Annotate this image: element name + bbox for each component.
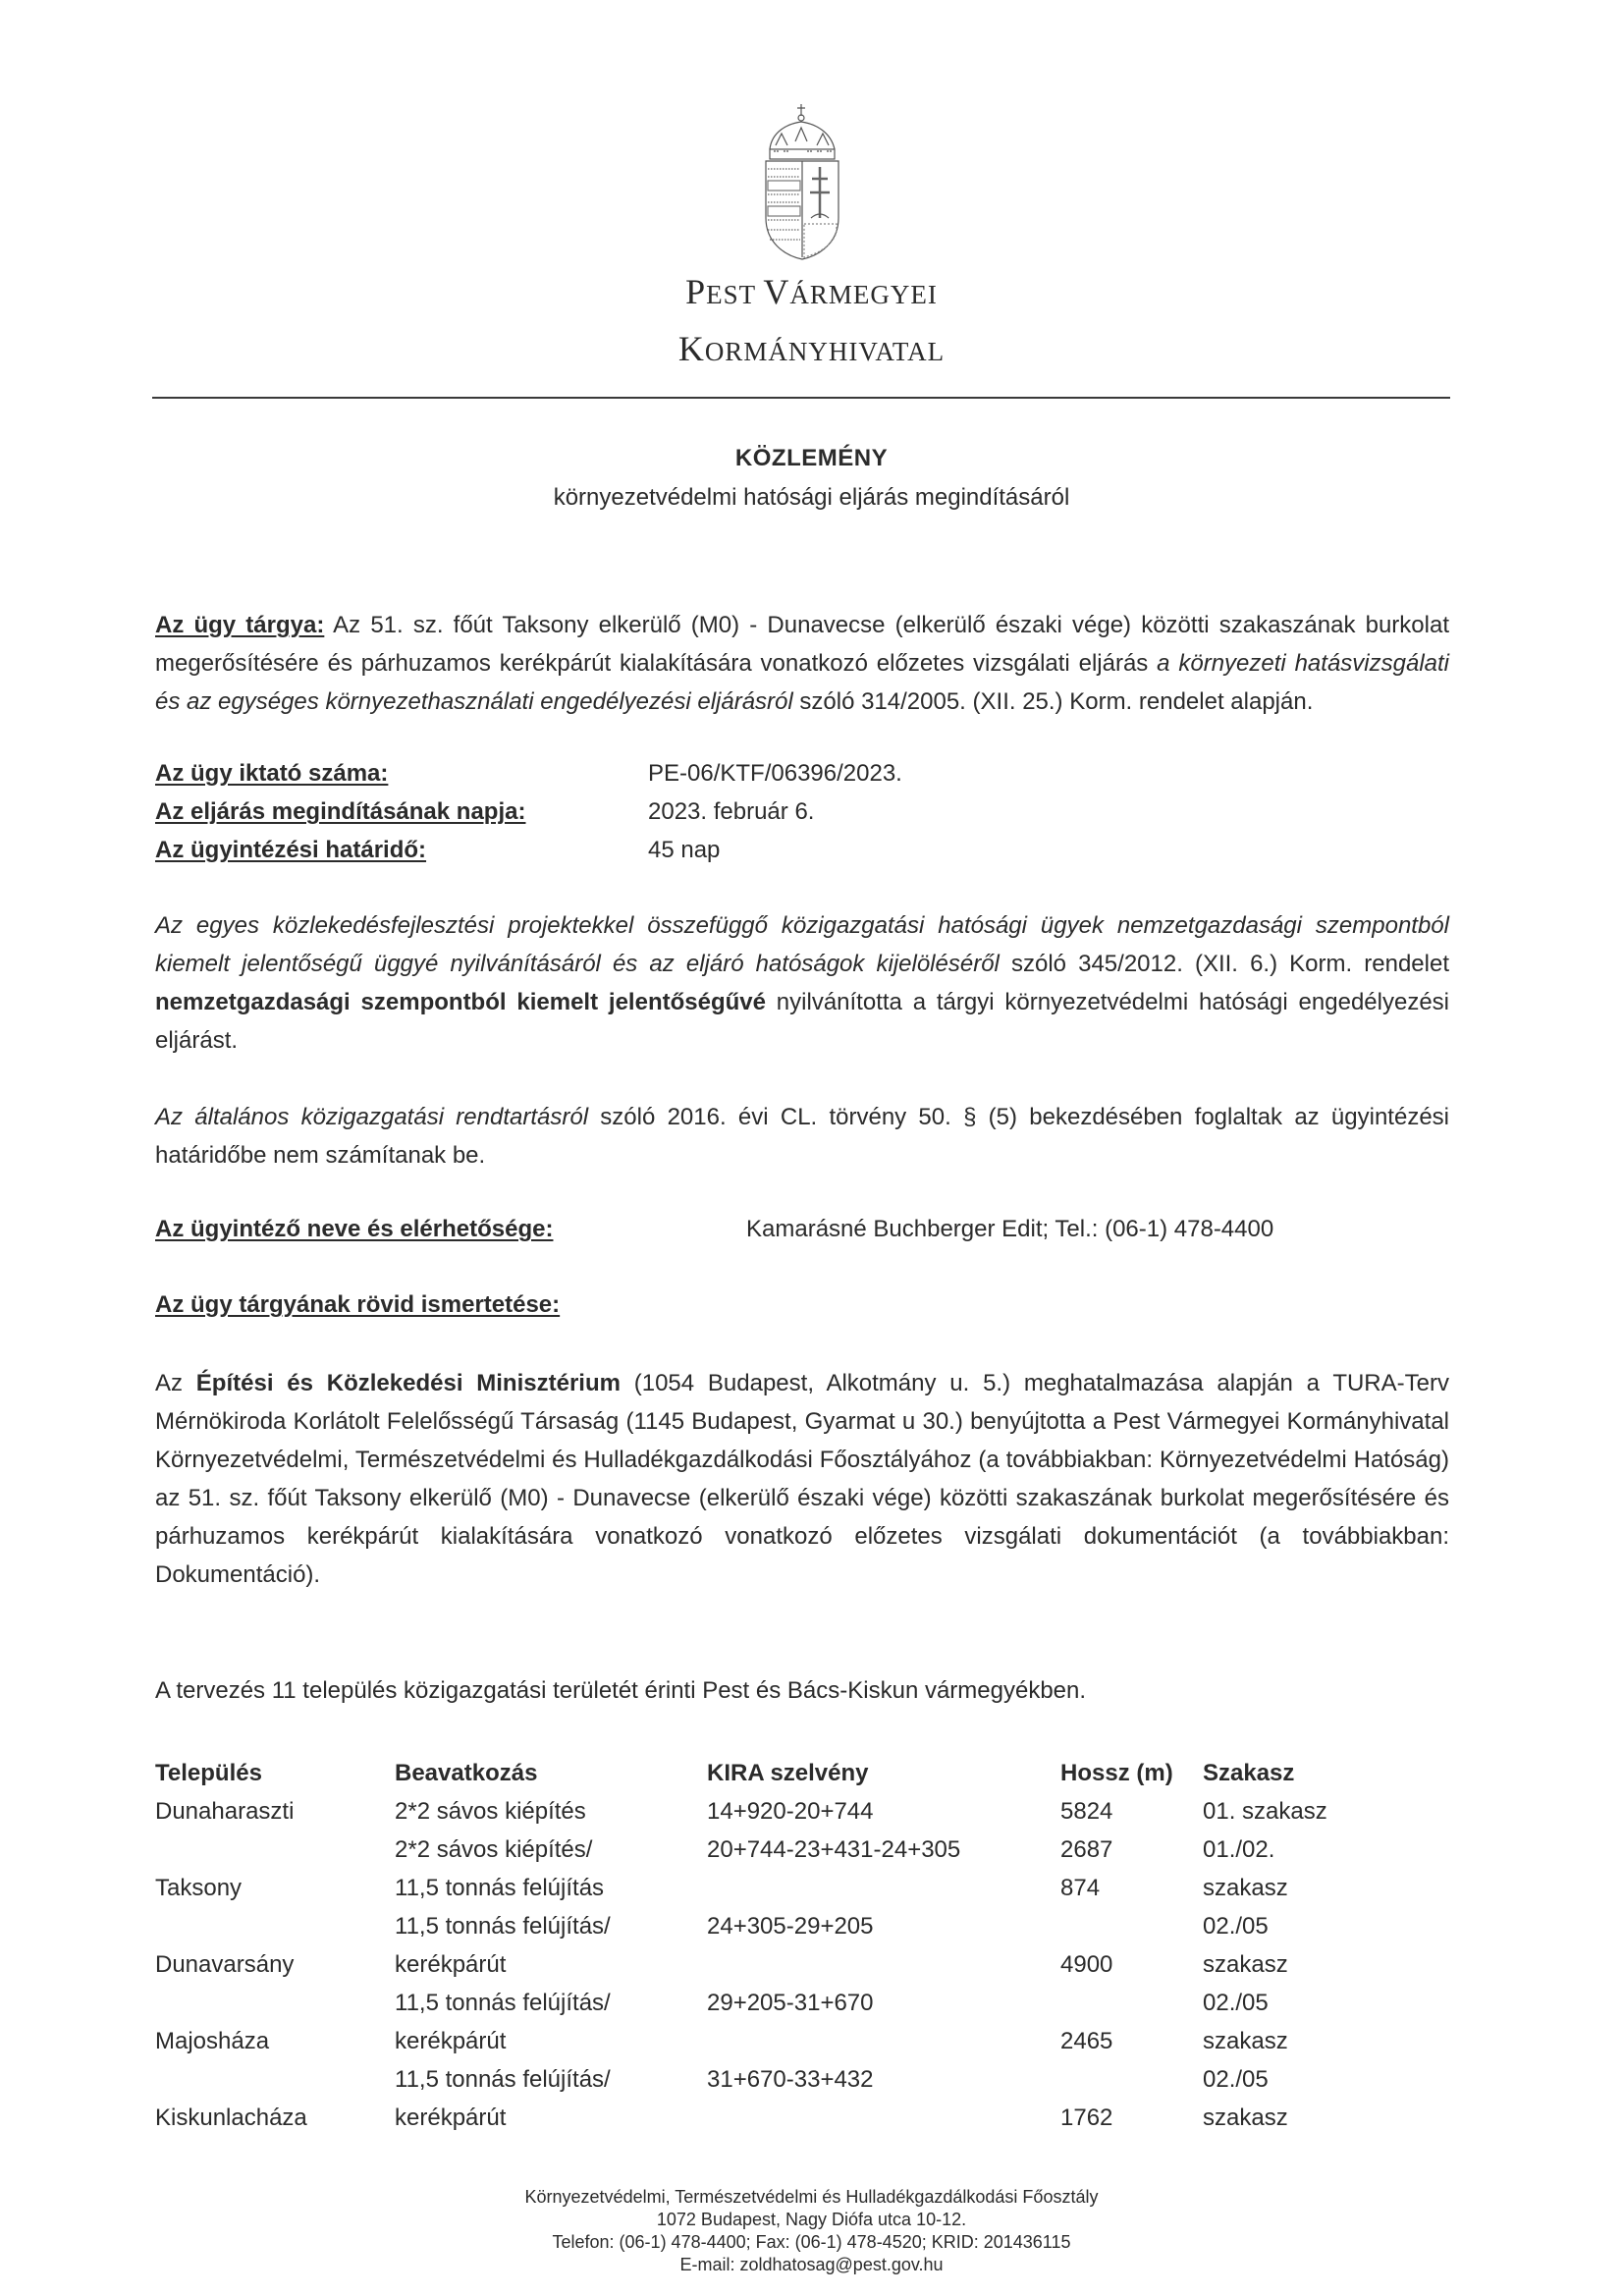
- header-divider: [152, 397, 1450, 399]
- org-name-line1: PEST VÁRMEGYEI: [685, 272, 938, 311]
- case-officer-contact: Az ügyintéző neve és elérhetősége: Kamarásné Buchberger Edit; Tel.: (06-1) 478-4400: [155, 1216, 1274, 1242]
- subject-label: Az ügy tárgya:: [155, 612, 325, 638]
- summary-heading: Az ügy tárgyának rövid ismertetése:: [155, 1291, 561, 1318]
- priority-paragraph: Az egyes közlekedésfejlesztési projektekkel összefüggő közigazgatási hatósági ügyek nemzetgazdasági szempontból kiemelt jelentőségű üggyé nyilvánításáról és az eljáró hatóságok kijelöléséről szóló 345/2012. (XII. 6.) Korm. rendelet nemzetgazdasági szempontból kiemelt jelentőségűvé nyilvánította a tárgyi környezetvédelmi hatósági engedélyezési eljárást.: [155, 912, 1450, 1054]
- law-paragraph: Az általános közigazgatási rendtartásról szóló 2016. évi CL. törvény 50. § (5) bekezdésében foglaltak az ügyintézési határidőbe nem számítanak be.: [155, 1104, 1450, 1169]
- footer-email: E-mail: zoldhatosag@pest.gov.hu: [679, 2255, 944, 2274]
- footer: Környezetvédelmi, Természetvédelmi és Hulladékgazdálkodási Főosztály 1072 Budapest, Nagy Diófa utca 10-12. Telefon: (06-1) 478-4400; Fax: (06-1) 478-4520; KRID: 201436115 E-mail: zoldhatosag@pest.gov.hu: [0, 2186, 1623, 2276]
- scope-paragraph: A tervezés 11 település közigazgatási területét érinti Pest és Bács-Kiskun vármegyékben.: [155, 1677, 1087, 1704]
- document-subtitle: környezetvédelmi hatósági eljárás megindításáról: [553, 484, 1070, 511]
- subject-paragraph: Az ügy tárgya: Az 51. sz. főút Taksony elkerülő (M0) - Dunavecse (elkerülő északi vége) közötti szakaszának burkolat megerősítésére és párhuzamos kerékpárút kialakítására vonatkozó előzetes vizsgálati eljárás a környezeti hatásvizsgálati és az egységes környezethasználati engedélyezési eljárásról szóló 314/2005. (XII. 25.) Korm. rendelet alapján.: [155, 612, 1450, 715]
- case-officer-value: Kamarásné Buchberger Edit; Tel.: (06-1) 478-4400: [746, 1216, 1274, 1242]
- document-title: KÖZLEMÉNY: [734, 445, 889, 471]
- summary-paragraph: Az Építési és Közlekedési Minisztérium (1054 Budapest, Alkotmány u. 5.) meghatalmazása alapján a TURA-Terv Mérnökiroda Korlátolt Felelősségű Társaság (1145 Budapest, Gyarmat u 30.) benyújtotta a Pest Vármegyei Kormányhivatal Környezetvédelmi, Természetvédelmi és Hulladékgazdálkodási Főosztályához (a továbbiakban: Környezetvédelmi Hatóság) az 51. sz. főút Taksony elkerülő (M0) - Dunavecse (elkerülő északi vége) közötti szakaszának burkolat megerősítésére és párhuzamos kerékpárút kialakítására vonatkozó vonatkozó előzetes vizsgálati dokumentációt (a továbbiakban: Dokumentáció).: [155, 1370, 1449, 1588]
- coat-of-arms-icon: [762, 102, 842, 261]
- org-name-line2: KORMÁNYHIVATAL: [677, 329, 946, 368]
